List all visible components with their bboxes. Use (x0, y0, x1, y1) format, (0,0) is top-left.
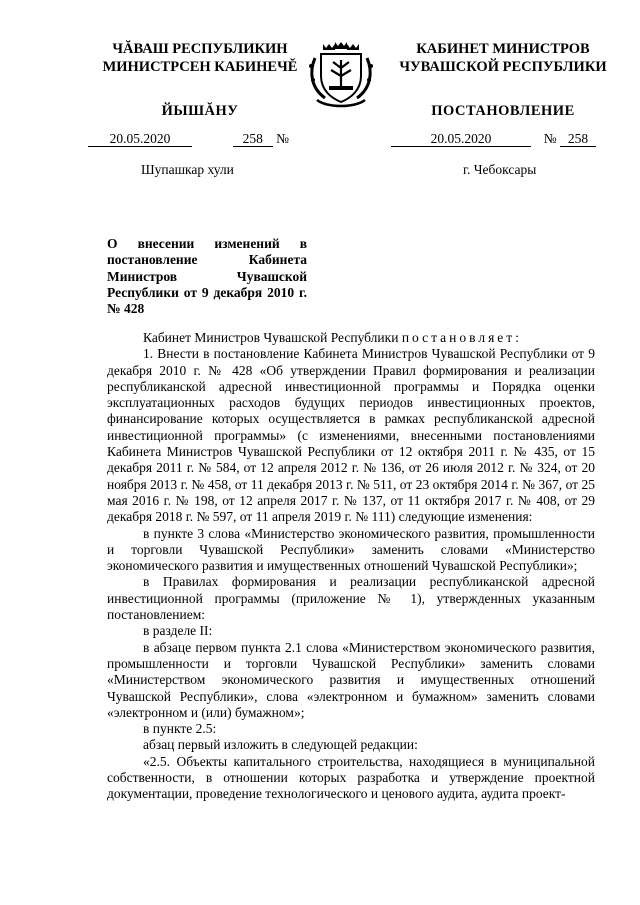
body-paragraph: в Правилах формирования и реализации республиканской адресной инвестиционной программы (приложение № 1), утвержденных указанным постановлением: (107, 574, 595, 623)
header-right-doc-type: ПОСТАНОВЛЕНИЕ (431, 103, 575, 119)
document-title: О внесении изменений в постановление Кабинета Министров Чувашской Республики от 9 декабря 2010 г. № 428 (107, 236, 307, 317)
header-left-doc-type: ЙЫШĂНУ (161, 103, 239, 119)
number-sign-left: № (276, 131, 290, 146)
number-right: 258 (560, 131, 596, 147)
place-right: г. Чебоксары (463, 162, 537, 177)
place-left: Шупашкар хули (141, 162, 234, 177)
body-paragraph: в абзаце первом пункта 2.1 слова «Министерством экономического развития, промышленности и торговли Чувашской Республики» заменить словами «Министерством экономического развития и имущественных отношений Чувашской Республики», слова «электронном и бумажном» заменить словами «электронном и (или) бумажном»; (107, 639, 595, 720)
coat-of-arms-icon (301, 40, 381, 112)
body-intro (107, 330, 595, 346)
intro-spaced: постановляет: (401, 330, 522, 345)
body-paragraph: в пункте 2.5: (143, 721, 217, 737)
header-right-line1: КАБИНЕТ МИНИСТРОВ (416, 41, 590, 57)
header-left-line1: ЧĂВАШ РЕСПУБЛИКИН (112, 41, 288, 57)
body-paragraph: 1. Внести в постановление Кабинета Министров Чувашской Республики от 9 декабря 2010 г. № 428 «Об утверждении Правил формирования и реализации республиканской адресной инвестиционной программы и Порядка оценки эксплуатационных расходов будущих периодов инвестиционных проектов, финансирование которых осуществляется в рамках республиканской адресной инвестиционной программы» (с изменениями, внесенными постановлениями Кабинета Министров Чувашской Республики от 12 октября 2011 г. № 435, от 15 декабря 2011 г. № 584, от 12 апреля 2012 г. № 136, от 26 июля 2012 г. № 324, от 20 ноября 2013 г. № 458, от 11 декабря 2013 г. № 511, от 23 октября 2014 г. № 367, от 25 мая 2016 г. № 198, от 12 апреля 2017 г. № 137, от 11 октября 2017 г. № 408, от 29 декабря 2018 г. № 597, от 11 апреля 2019 г. № 111) следующие изменения: (107, 346, 595, 525)
body-paragraph: в разделе II: (143, 623, 213, 639)
date-number-right (391, 131, 596, 147)
body-paragraph: абзац первый изложить в следующей редакции: (143, 737, 418, 753)
header-left-line2: МИНИСТРСЕН КАБИНЕЧĔ (102, 59, 298, 75)
intro-lead: Кабинет Министров Чувашской Республики (143, 330, 402, 345)
body-paragraph: «2.5. Объекты капитального строительства, находящиеся в муниципальной собственности, в отношении которых разработка и утверждение проектной документации, проведение технологического и ценового аудита, аудита проект- (107, 753, 595, 802)
number-sign-right: № (543, 131, 557, 146)
number-left: 258 (233, 131, 273, 147)
header-russian (388, 40, 618, 120)
date-left: 20.05.2020 (88, 131, 192, 147)
header-right-line2: ЧУВАШСКОЙ РЕСПУБЛИКИ (399, 59, 607, 75)
document-body (107, 330, 595, 803)
date-right: 20.05.2020 (391, 131, 531, 147)
date-number-left (88, 131, 289, 147)
header-chuvash (90, 40, 310, 120)
body-paragraph: в пункте 3 слова «Министерство экономического развития, промышленности и торговли Чувашской Республики» заменить словами «Министерство экономического развития и имущественных отношений Чувашской Республики»; (107, 525, 595, 574)
